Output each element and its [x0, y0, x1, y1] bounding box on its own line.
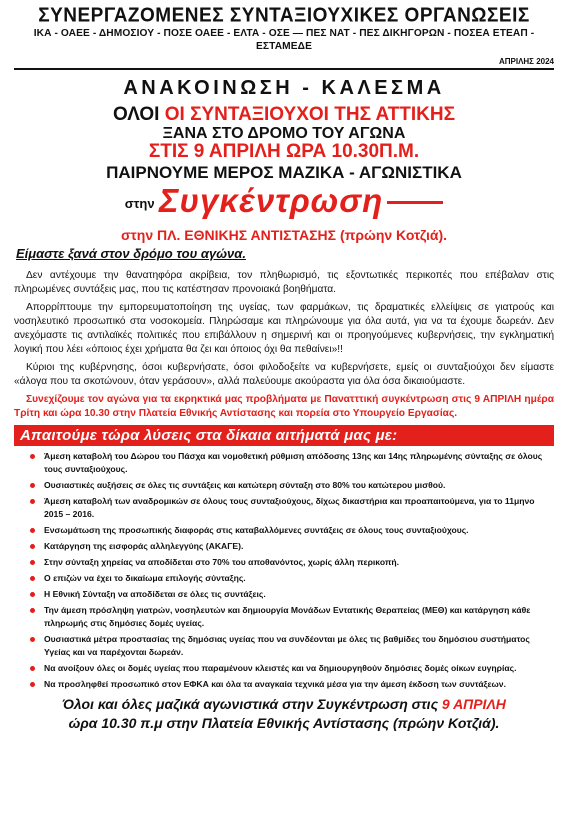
closing-call — [14, 695, 554, 733]
bullet-icon — [30, 608, 35, 613]
organizations-title: ΣΥΝΕΡΓΑΖΟΜΕΝΕΣ ΣΥΝΤΑΞΙΟΥΧΙΚΕΣ ΟΡΓΑΝΩΣΕΙΣ — [38, 4, 530, 27]
bullet-icon — [30, 528, 35, 533]
demand-item: Ο επιζών να έχει το δικαίωμα επιλογής σύνταξης. — [30, 572, 554, 585]
closing-line-2: ώρα 10.30 π.μ στην Πλατεία Εθνικής Αντίστασης (πρώην Κοτζιά). — [68, 715, 500, 731]
closing-line-1: Όλοι και όλες μαζικά αγωνιστικά στην Συγκέντρωση στις 9 ΑΠΡΙΛΗ — [62, 696, 506, 712]
call-to-action: Συνεχίζουμε τον αγώνα για τα εκρηκτικά μας προβλήματα με Πανατττική συγκέντρωση στις 9 ΑΠΡΙΛΗ ημέρα Τρίτη και ώρα 10.30 στην Πλατεία Εθνικής Αντίστασης και πορεία στο Υπουργείο Εργασίας. — [14, 394, 554, 419]
body-paragraph: Κύριοι της κυβέρνησης, όσοι κυβερνήσατε, όσοι φιλοδοξείτε να κυβερνήσετε, εμείς οι συνταξιούχοι δεν είμαστε «άλογα που τα σκοτώνουν, όταν γεράσουν», αλλά παλεύουμε ακούραστα για όλα όσα δικαιούμαστε. — [14, 362, 554, 387]
headline-back-to-struggle: ΞΑΝΑ ΣΤΟ ΔΡΟΜΟ ΤΟΥ ΑΓΩΝΑ — [162, 125, 406, 142]
demand-item: Άμεση καταβολή των αναδρομικών σε όλους τους συνταξιούχους, δίχως δικαστήρια και προαπαιτούμενα, για το 11μηνο 2015 – 2016. — [30, 495, 554, 521]
bullet-icon — [30, 483, 35, 488]
bullet-icon — [30, 637, 35, 642]
demand-item: Η Εθνική Σύνταξη να αποδίδεται σε όλες τις συντάξεις. — [30, 588, 554, 601]
demand-item: Να ανοίξουν όλες οι δομές υγείας που παραμένουν κλειστές και να δημιουργηθούν δημόσιες δομές οίκων ευγηρίας. — [30, 662, 554, 675]
demand-item: Άμεση καταβολή του Δώρου του Πάσχα και νομοθετική ρύθμιση απόδοσης 13ης και 14ης πληρωμένης σύνταξης σε όλους τους συνταξιούχους. — [30, 450, 554, 476]
header-divider — [14, 68, 554, 70]
headline-all-pensioners — [14, 104, 554, 125]
body-paragraph: Απορρίπτουμε την εμπορευματοποίηση της υγείας, των φαρμάκων, τις δραματικές ελλείψεις σε γιατρούς και νοσηλευτικό προσωπικό στα νοσοκομεία. Πληρώσαμε και πληρώνουμε για όλα αυτά, για να τα έχουμε δωρεάν. Δεν ανεχόμαστε τις αντιλαϊκές πολιτικές που επιβάλλουν η σημερινή και οι προηγούμενες κυβερνήσεις, την εγκληματική λογική που λέει «όποιος έχει χρήματα θα ζει και όποιος όχι θα πεθαίνει»!! — [14, 302, 554, 355]
body-paragraph: Δεν αντέχουμε την θανατηφόρα ακρίβεια, τον πληθωρισμό, τις εξοντωτικές περικοπές που επέβαλαν στις πληρωμένες συντάξεις μας, που τις κατέστησαν προνοιακά βοηθήματα. — [14, 270, 554, 295]
headline-rally-word: Συγκέντρωση — [159, 182, 384, 219]
bullet-icon — [30, 682, 35, 687]
bullet-icon — [30, 454, 35, 459]
rally-location: στην ΠΛ. ΕΘΝΙΚΗΣ ΑΝΤΙΣΤΑΣΗΣ (πρώην Κοτζιά). — [120, 227, 448, 243]
headline-rally-prefix: στην — [124, 196, 155, 211]
closing-date: 9 ΑΠΡΙΛΗ — [441, 696, 506, 712]
slogan: Είμαστε ξανά στον δρόμο του αγώνα. — [16, 246, 246, 261]
demand-item: Να προσληφθεί προσωπικό στον ΕΦΚΑ και όλα τα αναγκαία τεχνικά μέσα για την άμεση έκδοση των συντάξεων. — [30, 678, 554, 691]
demands-banner: Απαιτούμε τώρα λύσεις στα δίκαια αιτήματά μας με: — [14, 425, 554, 446]
headline-date-time: ΣΤΙΣ 9 ΑΠΡΙΛΗ ΩΡΑ 10.30Π.Μ. — [148, 141, 420, 162]
demand-item: Την άμεση πρόσληψη γιατρών, νοσηλευτών και δημιουργία Μονάδων Εντατικής Θεραπείας (ΜΕΘ) και κατάργηση κάθε πληρωμής στις δημόσιες δομές υγείας. — [30, 604, 554, 630]
headline-all: ΟΛΟΙ — [112, 104, 160, 125]
bullet-icon — [30, 576, 35, 581]
bullet-icon — [30, 544, 35, 549]
demand-item: Κατάργηση της εισφοράς αλληλεγγύης (ΑΚΑΓΕ). — [30, 540, 554, 553]
demand-item: Ενσωμάτωση της προσωπικής διαφοράς στις καταβαλλόμενες συντάξεις σε όλους τους συνταξιούχους. — [30, 524, 554, 537]
demand-item: Ουσιαστικά μέτρα προστασίας της δημόσιας υγείας που να συνδέονται με όλες τις βαθμίδες του δημόσιου συστήματος Υγείας και να παρέχονται δωρεάν. — [30, 633, 554, 659]
bullet-icon — [30, 592, 35, 597]
bullet-icon — [30, 499, 35, 504]
body-text — [14, 269, 554, 421]
issue-date: ΑΠΡΙΛΗΣ 2024 — [498, 57, 554, 66]
demands-list — [14, 450, 554, 691]
bullet-icon — [30, 560, 35, 565]
demand-item: Ουσιαστικές αυξήσεις σε όλες τις συντάξεις και κατώτερη σύνταξη στο 80% του κατώτερου μισθού. — [30, 479, 554, 492]
demand-item: Στην σύνταξη χηρείας να αποδίδεται στο 70% του αποθανόντος, χωρίς άλλη περικοπή. — [30, 556, 554, 569]
headline-participate: ΠΑΙΡΝΟΥΜΕ ΜΕΡΟΣ ΜΑΖΙΚΑ - ΑΓΩΝΙΣΤΙΚΑ — [106, 163, 462, 182]
announcement-heading: ΑΝΑΚΟΙΝΩΣΗ - ΚΑΛΕΣΜΑ — [123, 77, 445, 99]
decorative-underline — [387, 201, 443, 204]
bullet-icon — [30, 666, 35, 671]
member-organizations: ΙΚΑ - ΟΑΕΕ - ΔΗΜΟΣΙΟΥ - ΠΟΣΕ ΟΑΕΕ - ΕΛΤΑ - ΟΣΕ — ΠΕΣ ΝΑΤ - ΠΕΣ ΔΙΚΗΓΟΡΩΝ - ΠΟΣΕΑ ΕΤΕΑΠ - ΕΣΤΑΜΕΔΕ — [33, 28, 535, 52]
headline-pensioners-attica: ΟΙ ΣΥΝΤΑΞΙΟΥΧΟΙ ΤΗΣ ΑΤΤΙΚΗΣ — [164, 104, 456, 125]
headline-rally — [14, 182, 554, 224]
